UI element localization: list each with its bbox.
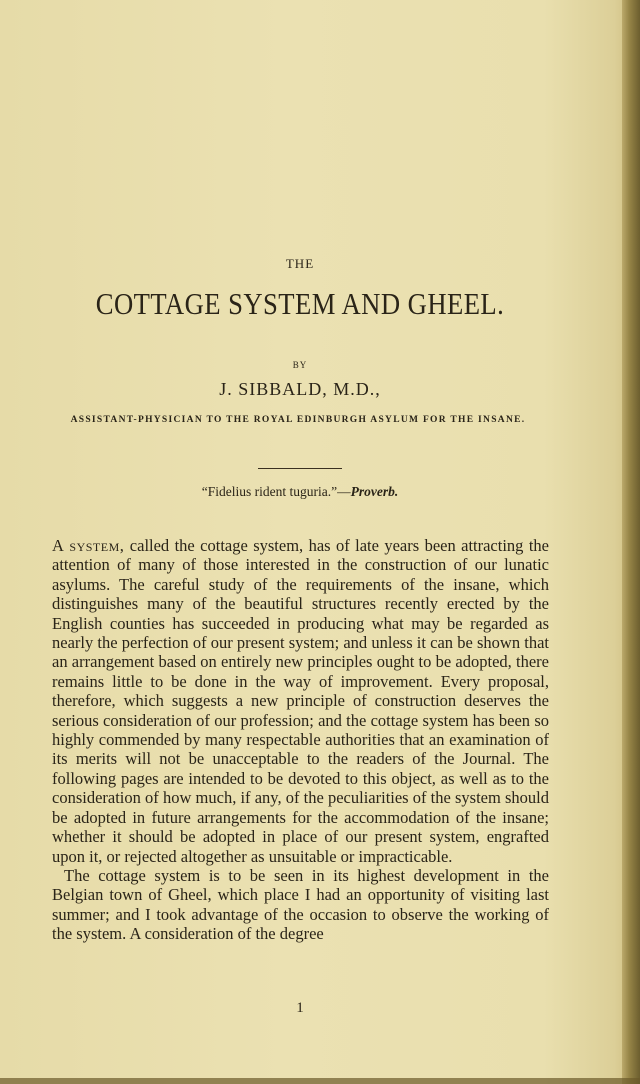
page-number: 1 (296, 1000, 304, 1016)
paragraph-1 (52, 536, 549, 866)
author-affiliation: ASSISTANT-PHYSICIAN TO THE ROYAL EDINBURGH ASYLUM FOR THE INSANE. (70, 415, 526, 425)
page-bottom-edge (0, 1078, 640, 1084)
paragraph-2: The cottage system is to be seen in its highest development in the Belgian town of Gheel, which place I had an opportunity of visiting last summer; and I took advantage of the occasion to observe the working of the system. A consideration of the degree (52, 865, 549, 944)
article-title: COTTAGE SYSTEM AND GHEEL. (95, 286, 505, 321)
paragraph-1-text: called the cottage system, has of late years been attracting the attention of many of those interested in the construction of our lunatic asylums. The careful study of the requirements of the insane, which distinguishes many of the beautiful structures recently erected by the English counties has succeeded in producing what may be regarded as nearly the perfection of our present system; and unless it can be shown that an arrangement based on entirely new principles ought to be adopted, there remains little to be done in the way of improvement. Every proposal, therefore, which suggests a new principle of construction deserves the serious consideration of our profession; and the cottage system has been so highly commended by many respectable authorities that an examination of its merits will not be unacceptable to the readers of the Journal. The following pages are intended to be devoted to this object, as well as to the consideration of how much, if any, of the peculiarities of the system should be adopted in future arrangements for the accommodation of the insane; whether it should be adopted in place of our present system, engrafted upon it, or rejected altogether as unsuitable or impracticable. (52, 536, 549, 866)
epigraph (0, 484, 600, 500)
paragraph-1-lead: A system, (52, 536, 125, 555)
byline-label: BY (292, 360, 308, 370)
epigraph-quote: “Fidelius rident tuguria.”— (201, 484, 351, 499)
epigraph-source: Proverb. (350, 484, 399, 499)
title-divider (258, 468, 342, 469)
author-name: J. SIBBALD, M.D., (219, 379, 381, 399)
pre-title: THE (285, 256, 315, 271)
article-body (52, 536, 549, 944)
page-edge-shadow (622, 0, 640, 1084)
